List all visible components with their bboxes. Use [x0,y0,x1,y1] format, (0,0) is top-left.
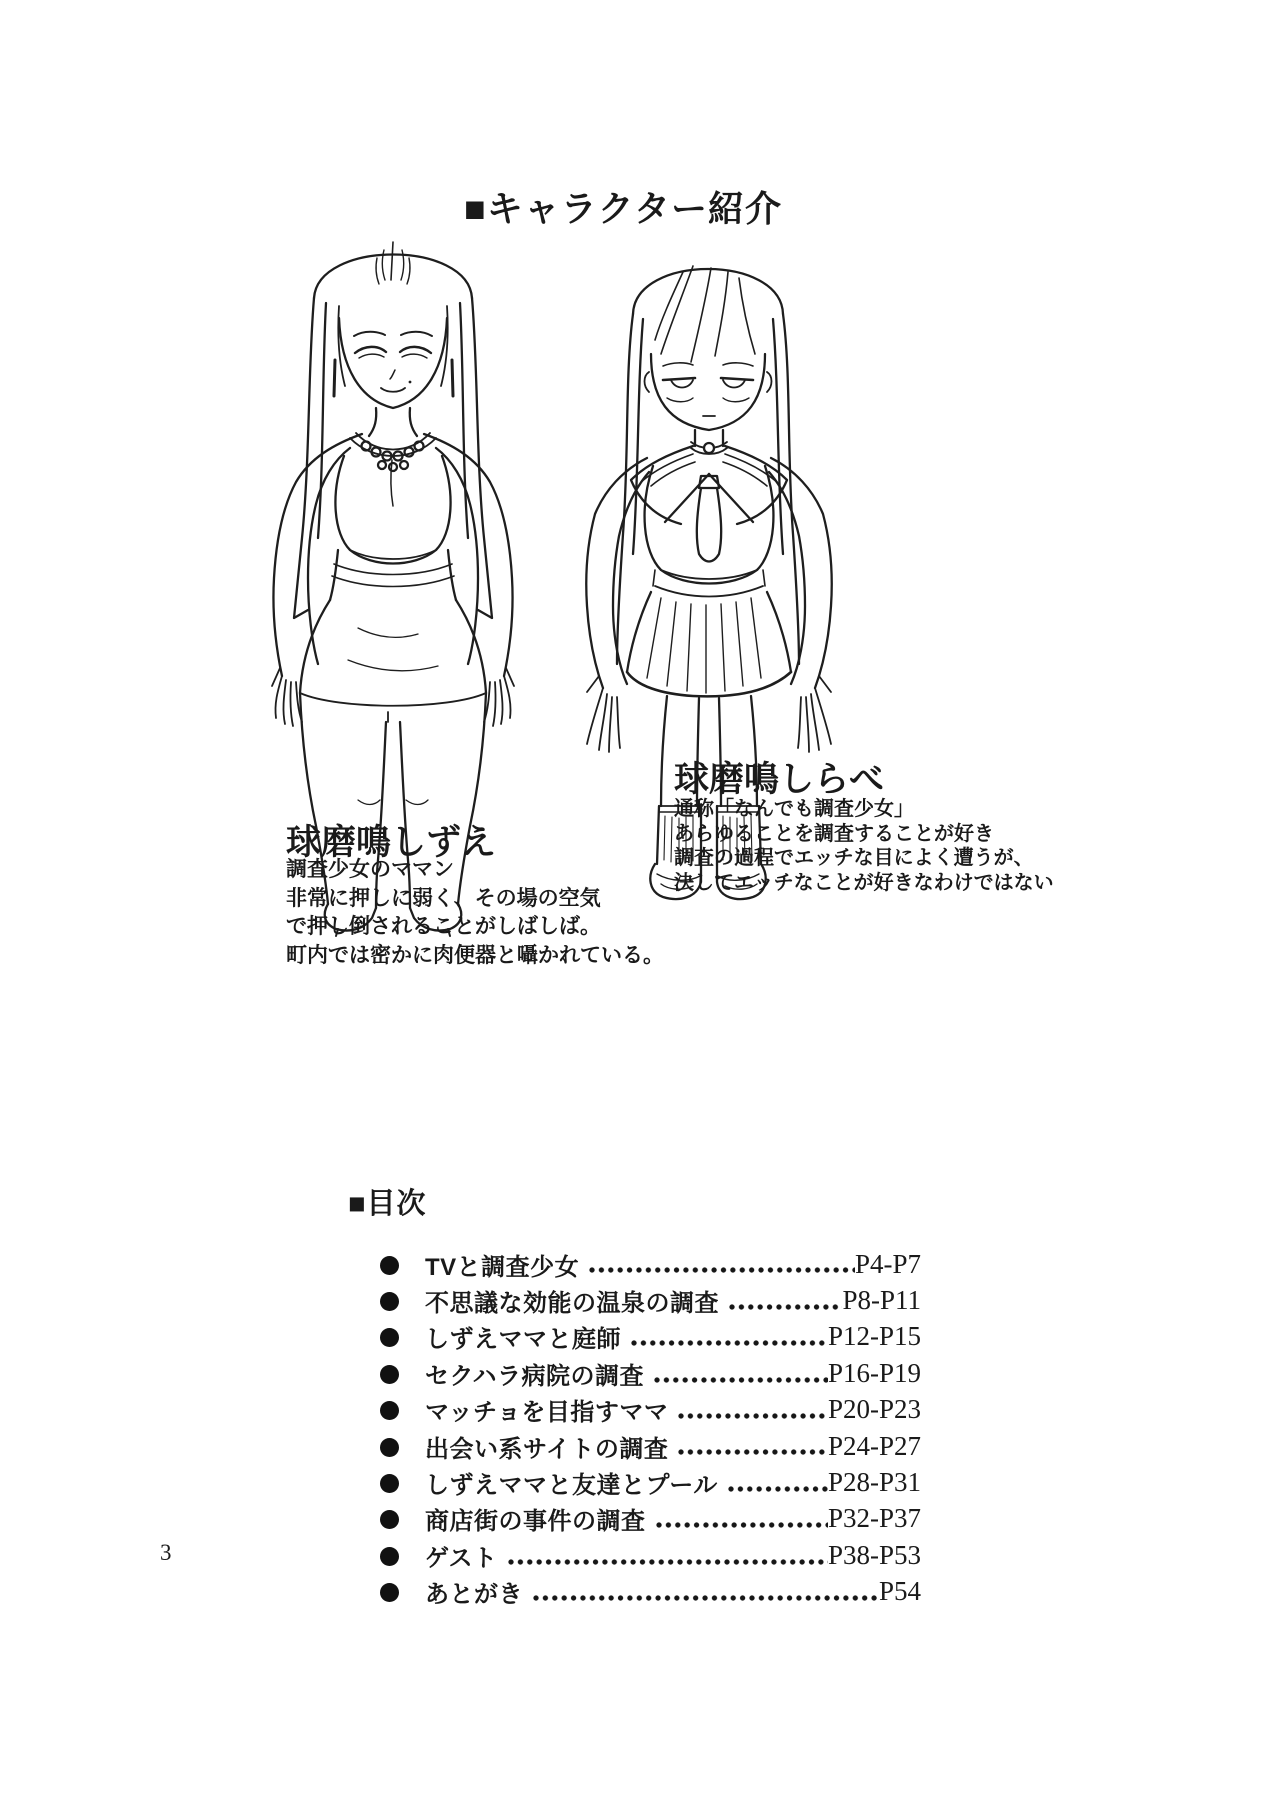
description-line: 町内では密かに肉便器と囁かれている。 [286,943,664,967]
dot-leader [677,1407,828,1421]
toc-item-title: しずえママと庭師 [425,1326,621,1354]
bullet-icon [380,1438,399,1457]
dot-leader [532,1589,879,1603]
bullet-icon [380,1256,399,1275]
toc-item-pages: P54 [878,1576,921,1607]
dot-leader [727,1480,828,1494]
toc-item-pages: P12-P15 [827,1321,921,1352]
toc-item-pages: P28-P31 [827,1467,921,1498]
toc-item-title: 不思議な効能の温泉の調査 [425,1290,719,1318]
character-name-shizue: 球磨鳴しずえ [286,823,497,862]
description-line: 調査少女のママン [286,858,454,881]
toc-row [380,1319,921,1355]
bullet-icon [380,1292,399,1311]
toc-item-pages: P24-P27 [827,1430,921,1461]
description-line: 決してエッチなことが好きなわけではない [674,871,1054,894]
description-line: で押し倒されることがしばしば。 [286,915,601,938]
toc-item-pages: P16-P19 [827,1357,921,1388]
toc-item-pages: P4-P7 [854,1248,921,1279]
character-description-shizue [286,856,664,970]
table-of-contents [380,1246,921,1610]
toc-item-pages: P32-P37 [827,1503,921,1534]
bullet-icon [380,1510,399,1529]
toc-row [380,1464,921,1500]
bullet-icon [380,1365,399,1384]
bullet-icon [380,1474,399,1493]
toc-item-title: ゲスト [425,1544,498,1572]
description-line: 通称「なんでも調査少女」 [674,798,914,820]
toc-item-pages: P38-P53 [827,1539,921,1570]
toc-item-title: セクハラ病院の調査 [425,1362,645,1390]
toc-item-pages: P20-P23 [827,1394,921,1425]
toc-item-title: あとがき [425,1581,523,1609]
bullet-icon [380,1583,399,1602]
toc-row [380,1501,921,1537]
description-line: 調査の過程でエッチな目によく遭うが、 [674,847,1034,870]
description-line: あらゆることを調査することが好き [674,822,994,845]
toc-item-title: TVと調査少女 [425,1253,580,1281]
toc-item-pages: P8-P11 [842,1285,921,1316]
bullet-icon [380,1547,399,1566]
toc-row [380,1428,921,1464]
bullet-icon [380,1328,399,1347]
toc-item-title: しずえママと友達とプール [425,1472,718,1500]
dot-leader [653,1371,828,1385]
character-description-shirabe [674,797,1054,895]
character-name-shirabe: 球磨鳴しらべ [674,760,885,799]
toc-row [380,1355,921,1391]
dot-leader [507,1553,828,1567]
toc-row [380,1282,921,1318]
dot-leader [677,1443,828,1457]
toc-heading: ■目次 [348,1188,427,1220]
dot-leader [630,1334,828,1348]
toc-row [380,1537,921,1573]
toc-row [380,1246,921,1282]
description-line: 非常に押しに弱く、その場の空気 [286,886,601,910]
toc-row [380,1574,921,1610]
dot-leader [588,1261,855,1275]
dot-leader [728,1298,842,1312]
page-number: 3 [160,1540,172,1565]
toc-item-title: マッチョを目指すママ [425,1399,669,1427]
bullet-icon [380,1401,399,1420]
toc-item-title: 商店街の事件の調査 [425,1508,646,1536]
dot-leader [655,1516,828,1530]
toc-item-title: 出会い系サイトの調査 [425,1435,669,1463]
section-title-character-intro: ■キャラクター紹介 [464,189,783,229]
toc-row [380,1392,921,1428]
